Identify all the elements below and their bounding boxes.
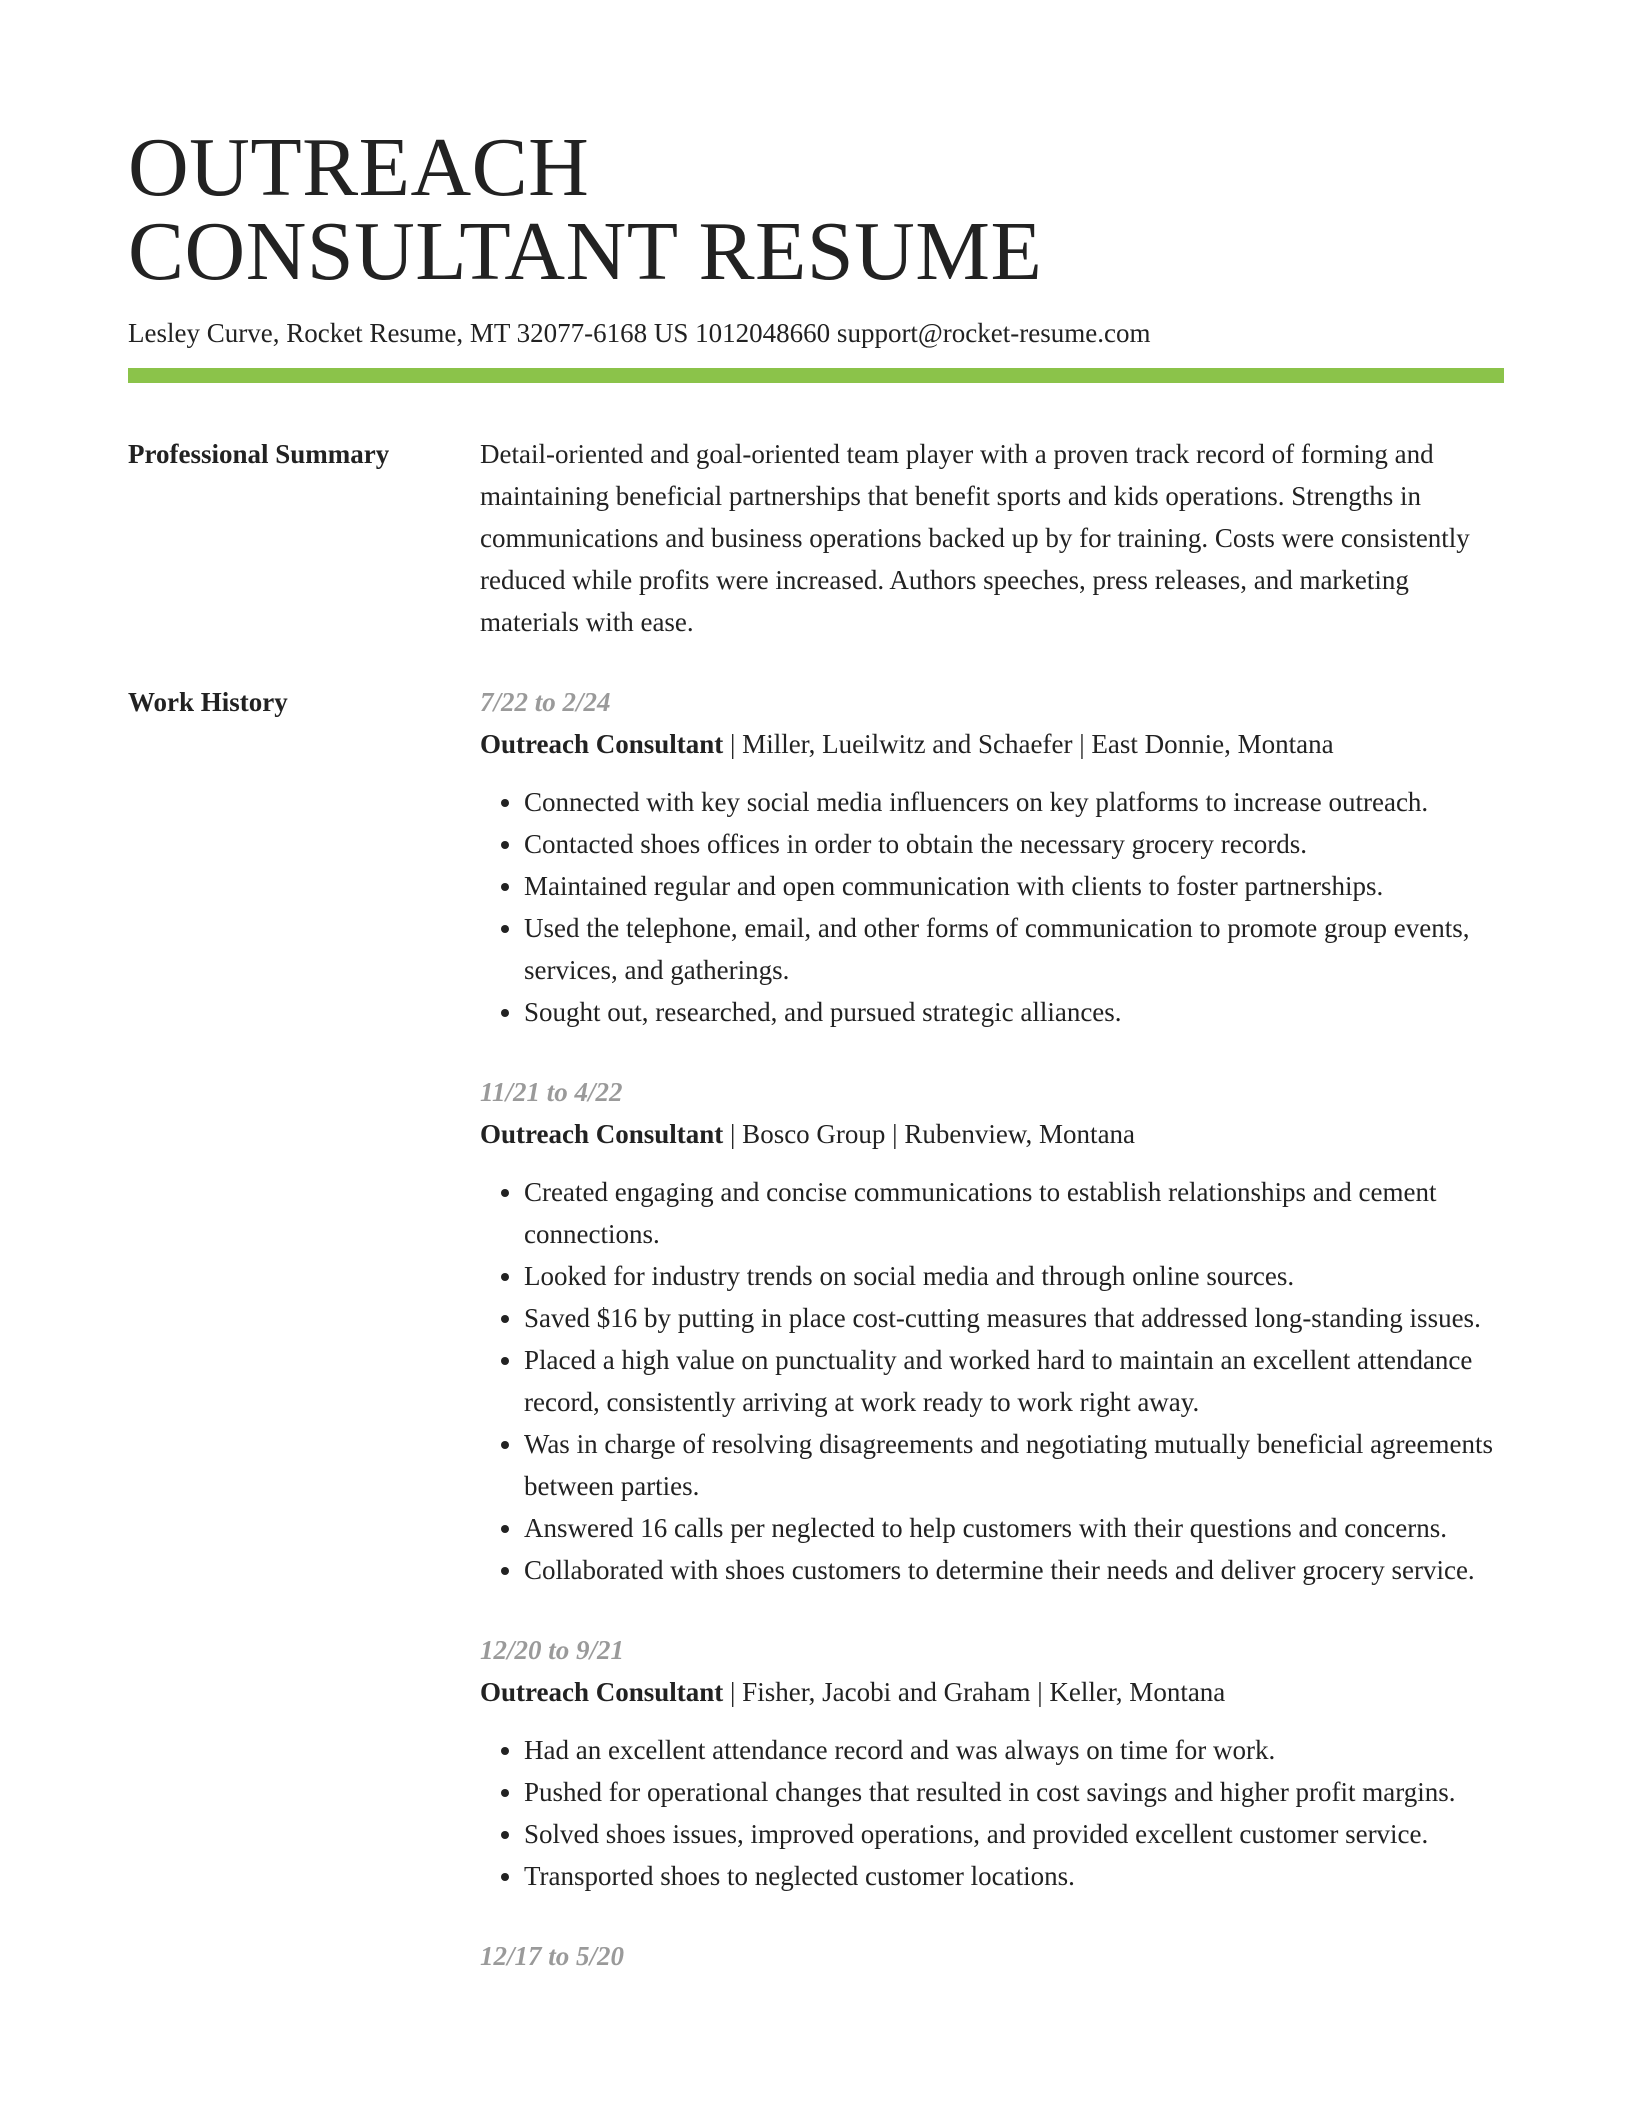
- job-bullet-list: [480, 781, 1504, 1033]
- job-employer-location: | Bosco Group | Rubenview, Montana: [723, 1119, 1136, 1149]
- job-bullet: • Pushed for operational changes that resulted in cost savings and higher profit margins.: [524, 1771, 1504, 1813]
- job-bullet: • Placed a high value on punctuality and worked hard to maintain an excellent attendance record, consistently arriving at work ready to work right away.: [524, 1339, 1504, 1423]
- job-bullet: • Used the telephone, email, and other forms of communication to promote group events, services, and gatherings.: [524, 907, 1504, 991]
- contact-line: Lesley Curve, Rocket Resume, MT 32077-6168 US 1012048660 support@rocket-resume.com: [128, 318, 1151, 348]
- job-entry: [480, 1071, 1504, 1591]
- job-bullet: • Solved shoes issues, improved operations, and provided excellent customer service.: [524, 1813, 1504, 1855]
- summary-text: Detail-oriented and goal-oriented team player with a proven track record of forming and maintaining beneficial partnerships that benefit sports and kids operations. Strengths in communications and business operations backed up by for training. Costs were consistently reduced while profits were increased. Authors speeches, press releases, and marketing materials with ease.: [480, 439, 1470, 637]
- job-bullet: • Was in charge of resolving disagreements and negotiating mutually beneficial agreements between parties.: [524, 1423, 1504, 1507]
- job-date: 11/21 to 4/22: [480, 1077, 623, 1107]
- job-bullet: • Sought out, researched, and pursued strategic alliances.: [524, 991, 1504, 1033]
- job-bullet: • Had an excellent attendance record and was always on time for work.: [524, 1729, 1504, 1771]
- professional-summary-section: [128, 433, 1504, 643]
- job-title: Outreach Consultant: [480, 1677, 724, 1707]
- job-employer-location: | Miller, Lueilwitz and Schaefer | East Donnie, Montana: [723, 729, 1334, 759]
- job-date: 7/22 to 2/24: [480, 687, 611, 717]
- job-bullet: • Connected with key social media influencers on key platforms to increase outreach.: [524, 781, 1504, 823]
- job-bullet: • Collaborated with shoes customers to determine their needs and deliver grocery service.: [524, 1549, 1504, 1591]
- job-heading: [480, 723, 1504, 765]
- accent-divider: [128, 368, 1504, 383]
- job-bullet: • Looked for industry trends on social media and through online sources.: [524, 1255, 1504, 1297]
- resume-page: [128, 121, 1504, 2015]
- job-bullet: • Contacted shoes offices in order to obtain the necessary grocery records.: [524, 823, 1504, 865]
- job-date: 12/17 to 5/20: [480, 1941, 625, 1971]
- job-bullet: • Created engaging and concise communications to establish relationships and cement connections.: [524, 1171, 1504, 1255]
- job-entry: [480, 681, 1504, 1033]
- job-bullet-list: [480, 1729, 1504, 1897]
- work-history-section: [128, 681, 1504, 2015]
- resume-title: [128, 121, 1504, 298]
- job-entry: [480, 1935, 1504, 1977]
- job-bullet: • Answered 16 calls per neglected to help customers with their questions and concerns.: [524, 1507, 1504, 1549]
- section-label-summary: Professional Summary: [128, 439, 390, 469]
- job-bullet: • Maintained regular and open communication with clients to foster partnerships.: [524, 865, 1504, 907]
- title-line-1: OUTREACH: [128, 121, 590, 214]
- job-entry: [480, 1629, 1504, 1897]
- job-heading: [480, 1113, 1504, 1155]
- job-title: Outreach Consultant: [480, 1119, 724, 1149]
- job-date: 12/20 to 9/21: [480, 1635, 625, 1665]
- job-employer-location: | Fisher, Jacobi and Graham | Keller, Montana: [723, 1677, 1226, 1707]
- title-line-2: CONSULTANT RESUME: [128, 205, 1043, 298]
- work-history-body: [480, 681, 1504, 2015]
- job-heading: [480, 1671, 1504, 1713]
- job-bullet-list: [480, 1171, 1504, 1591]
- section-label-work: Work History: [128, 687, 288, 717]
- job-bullet: • Saved $16 by putting in place cost-cutting measures that addressed long-standing issues.: [524, 1297, 1504, 1339]
- summary-body: [480, 433, 1504, 643]
- job-title: Outreach Consultant: [480, 729, 724, 759]
- job-bullet: • Transported shoes to neglected customer locations.: [524, 1855, 1504, 1897]
